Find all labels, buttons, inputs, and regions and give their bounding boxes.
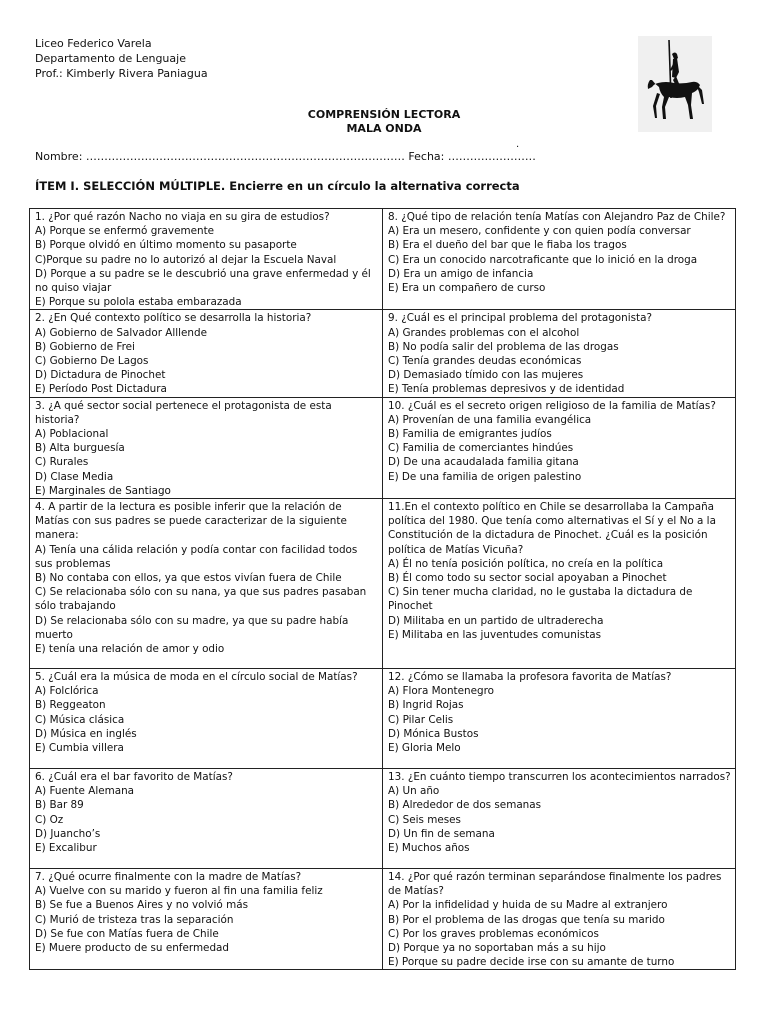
question-text: 13. ¿En cuánto tiempo transcurren los acontecimientos narrados? xyxy=(388,771,731,784)
question-text: 12. ¿Cómo se llamaba la profesora favorita de Matías? xyxy=(388,671,672,684)
answer-option[interactable]: C) Rurales xyxy=(35,456,89,469)
answer-option[interactable]: C) Seis meses xyxy=(388,813,461,826)
answer-option[interactable]: C) Oz xyxy=(35,813,64,826)
answer-option[interactable]: D) Se fue con Matías fuera de Chile xyxy=(35,927,219,940)
answer-option[interactable]: B) Era el dueño del bar que le fiaba los tragos xyxy=(388,239,627,252)
answer-option[interactable]: B) Él como todo su sector social apoyaban a Pinochet xyxy=(388,572,667,585)
answer-option[interactable]: C) Música clásica xyxy=(35,713,125,726)
answer-option[interactable]: B) Por el problema de las drogas que tenía su marido xyxy=(388,913,665,926)
answer-option[interactable]: A) Folclórica xyxy=(35,685,99,698)
answer-option[interactable]: B) Alrededor de dos semanas xyxy=(388,799,542,812)
question-text: 11.En el contexto político en Chile se desarrollaba la Campaña política del 1980. Que tenía como alternativas el Sí y el No a la Constitución de la dictadura de Pinochet. ¿Cuál es la posición política de Matías Vicuña? xyxy=(388,501,720,556)
answer-option[interactable]: E) Porque su padre decide irse con su amante de turno xyxy=(388,956,675,969)
question-row xyxy=(30,669,736,769)
answer-option[interactable]: C) Por los graves problemas económicos xyxy=(388,927,599,940)
answer-option[interactable]: D) Porque ya no soportaban más a su hijo xyxy=(388,942,606,955)
question-cell xyxy=(30,209,383,310)
answer-option[interactable]: B) Gobierno de Frei xyxy=(35,340,135,353)
question-cell xyxy=(30,869,383,970)
answer-option[interactable]: E) Era un compañero de curso xyxy=(388,282,546,295)
school-header xyxy=(35,36,208,81)
answer-option[interactable]: E) Marginales de Santiago xyxy=(35,484,171,497)
answer-option[interactable]: C)Porque su padre no lo autorizó al dejar la Escuela Naval xyxy=(35,253,337,266)
question-cell xyxy=(30,310,383,397)
answer-option[interactable]: B) Se fue a Buenos Aires y no volvió más xyxy=(35,899,248,912)
answer-option[interactable]: C) Tenía grandes deudas económicas xyxy=(388,355,582,368)
question-cell xyxy=(30,499,383,669)
answer-option[interactable]: E) Excalibur xyxy=(35,842,97,855)
answer-option[interactable]: D) Un fin de semana xyxy=(388,827,495,840)
answer-option[interactable]: B) Alta burguesía xyxy=(35,442,125,455)
answer-option[interactable]: D) Mónica Bustos xyxy=(388,727,479,740)
answer-option[interactable]: C) Sin tener mucha claridad, no le gustaba la dictadura de Pinochet xyxy=(388,586,696,613)
answer-option[interactable]: E) Militaba en las juventudes comunistas xyxy=(388,628,601,641)
answer-option[interactable]: E) Tenía problemas depresivos y de identidad xyxy=(388,383,625,396)
answer-option[interactable]: A) Provenían de una familia evangélica xyxy=(388,413,592,426)
question-text: 5. ¿Cuál era la música de moda en el círculo social de Matías? xyxy=(35,671,358,684)
answer-option[interactable]: B) Porque olvidó en último momento su pasaporte xyxy=(35,239,297,252)
question-row xyxy=(30,397,736,498)
answer-option[interactable]: D) Dictadura de Pinochet xyxy=(35,369,166,382)
question-text: 8. ¿Qué tipo de relación tenía Matías con Alejandro Paz de Chile? xyxy=(388,211,726,223)
answer-option[interactable]: E) Cumbia villera xyxy=(35,742,124,755)
question-row xyxy=(30,209,736,310)
answer-option[interactable]: D) Militaba en un partido de ultraderecha xyxy=(388,614,604,627)
answer-option[interactable]: A) Porque se enfermó gravemente xyxy=(35,225,215,238)
question-text: 7. ¿Qué ocurre finalmente con la madre de Matías? xyxy=(35,871,302,884)
school-name: Liceo Federico Varela xyxy=(35,37,152,50)
question-text: 3. ¿A qué sector social pertenece el protagonista de esta historia? xyxy=(35,399,336,426)
question-cell xyxy=(383,669,736,769)
answer-option[interactable]: B) No podía salir del problema de las drogas xyxy=(388,340,619,353)
answer-option[interactable]: B) Familia de emigrantes judíos xyxy=(388,428,552,441)
answer-option[interactable]: C) Se relacionaba sólo con su nana, ya que sus padres pasaban sólo trabajando xyxy=(35,586,370,613)
answer-option[interactable]: A) Un año xyxy=(388,785,440,798)
question-cell xyxy=(383,769,736,869)
answer-option[interactable]: D) Se relacionaba sólo con su madre, ya que su padre había muerto xyxy=(35,614,352,641)
answer-option[interactable]: D) Clase Media xyxy=(35,470,114,483)
answer-option[interactable]: A) Poblacional xyxy=(35,428,109,441)
answer-option[interactable]: A) Él no tenía posición política, no creía en la política xyxy=(388,557,664,570)
answer-option[interactable]: D) De una acaudalada familia gitana xyxy=(388,456,579,469)
question-text: 4. A partir de la lectura es posible inferir que la relación de Matías con sus padres se puede caracterizar de la siguiente manera: xyxy=(35,501,351,542)
question-cell xyxy=(383,310,736,397)
teacher-name: Prof.: Kimberly Rivera Paniagua xyxy=(35,67,208,80)
book-title: MALA ONDA xyxy=(346,122,422,135)
answer-option[interactable]: A) Grandes problemas con el alcohol xyxy=(388,326,580,339)
question-cell xyxy=(383,869,736,970)
answer-option[interactable]: C) Pilar Celis xyxy=(388,713,454,726)
answer-option[interactable]: B) Bar 89 xyxy=(35,799,84,812)
answer-option[interactable]: A) Por la infidelidad y huida de su Madre al extranjero xyxy=(388,899,668,912)
answer-option[interactable]: A) Tenía una cálida relación y podía contar con facilidad todos sus problemas xyxy=(35,543,361,570)
answer-option[interactable]: E) Gloria Melo xyxy=(388,742,461,755)
answer-option[interactable]: C) Familia de comerciantes hindúes xyxy=(388,442,574,455)
question-text: 10. ¿Cuál es el secreto origen religioso de la familia de Matías? xyxy=(388,399,716,412)
question-text: 2. ¿En Qué contexto político se desarrolla la historia? xyxy=(35,312,312,325)
stray-mark: . xyxy=(516,139,520,150)
answer-option[interactable]: A) Era un mesero, confidente y con quien podía conversar xyxy=(388,225,691,238)
question-text: 1. ¿Por qué razón Nacho no viaja en su gira de estudios? xyxy=(35,211,330,223)
question-cell xyxy=(30,769,383,869)
answer-option[interactable]: E) Porque su polola estaba embarazada xyxy=(35,296,242,309)
section-title: ÍTEM I. SELECCIÓN MÚLTIPLE. Encierre en un círculo la alternativa correcta xyxy=(35,179,520,193)
question-cell xyxy=(30,397,383,498)
answer-option[interactable]: B) Ingrid Rojas xyxy=(388,699,464,712)
answer-option[interactable]: D) Juancho’s xyxy=(35,827,101,840)
questions-table xyxy=(29,208,736,970)
worksheet-title: COMPRENSIÓN LECTORA xyxy=(307,108,461,121)
name-date-line: Nombre: …………………………………………………………………………… Fecha: …………………… xyxy=(35,150,536,163)
answer-option[interactable]: E) De una familia de origen palestino xyxy=(388,470,582,483)
department-name: Departamento de Lenguaje xyxy=(35,52,186,65)
answer-option[interactable]: C) Murió de tristeza tras la separación xyxy=(35,913,234,926)
answer-option[interactable]: E) Muchos años xyxy=(388,842,470,855)
answer-option[interactable]: D) Era un amigo de infancia xyxy=(388,267,534,280)
question-text: 6. ¿Cuál era el bar favorito de Matías? xyxy=(35,771,233,784)
answer-option[interactable]: A) Fuente Alemana xyxy=(35,785,135,798)
answer-option[interactable]: D) Música en inglés xyxy=(35,727,137,740)
question-text: 9. ¿Cuál es el principal problema del protagonista? xyxy=(388,312,652,325)
question-cell xyxy=(383,397,736,498)
answer-option[interactable]: E) tenía una relación de amor y odio xyxy=(35,643,225,656)
question-row xyxy=(30,499,736,669)
answer-option[interactable]: A) Vuelve con su marido y fueron al fin una familia feliz xyxy=(35,885,323,898)
answer-option[interactable]: B) No contaba con ellos, ya que estos vivían fuera de Chile xyxy=(35,572,342,585)
answer-option[interactable]: D) Demasiado tímido con las mujeres xyxy=(388,369,584,382)
answer-option[interactable]: C) Era un conocido narcotraficante que lo inició en la droga xyxy=(388,253,698,266)
question-text: 14. ¿Por qué razón terminan separándose finalmente los padres de Matías? xyxy=(388,871,725,898)
question-row xyxy=(30,869,736,970)
question-row xyxy=(30,310,736,397)
question-cell xyxy=(383,499,736,669)
question-cell xyxy=(30,669,383,769)
answer-option[interactable]: E) Muere producto de su enfermedad xyxy=(35,942,230,955)
answer-option[interactable]: A) Flora Montenegro xyxy=(388,685,494,698)
answer-option[interactable]: B) Reggeaton xyxy=(35,699,106,712)
answer-option[interactable]: E) Período Post Dictadura xyxy=(35,383,167,396)
question-row xyxy=(30,769,736,869)
answer-option[interactable]: C) Gobierno De Lagos xyxy=(35,355,149,368)
answer-option[interactable]: D) Porque a su padre se le descubrió una grave enfermedad y él no quiso viajar xyxy=(35,267,375,295)
answer-option[interactable]: A) Gobierno de Salvador Alllende xyxy=(35,326,208,339)
question-cell xyxy=(383,209,736,310)
